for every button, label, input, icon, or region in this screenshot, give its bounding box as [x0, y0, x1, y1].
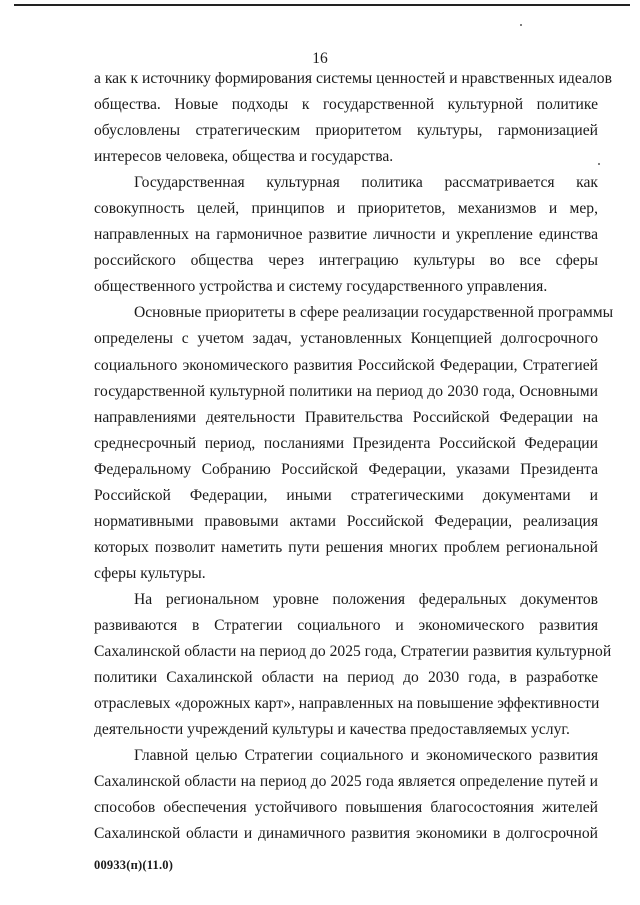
text-line: Федеральному Собранию Российской Федерации, указами Президента [94, 460, 598, 478]
text-line: деятельности учреждений культуры и качества предоставляемых услуг. [94, 721, 570, 739]
paragraph-2 [94, 170, 598, 300]
scan-speck [520, 24, 522, 26]
text-line: Сахалинской области и динамичного развития экономики в долгосрочной [94, 825, 598, 843]
text-line: сферы культуры. [94, 564, 206, 582]
document-footer-code: 00933(п)(11.0) [94, 858, 174, 872]
text-line: общества. Новые подходы к государственной культурной политике [94, 96, 598, 114]
text-line: а как к источнику формирования системы ценностей и нравственных идеалов [94, 70, 612, 87]
paragraph-5 [94, 743, 598, 847]
text-line: Главной целью Стратегии социального и экономического развития [134, 747, 598, 765]
text-line: отраслевых «дорожных карт», направленных на повышение эффективности [94, 695, 600, 713]
text-line: способов обеспечения устойчивого повышения благосостояния жителей [94, 799, 598, 817]
text-line: общественного устройства и систему государственного управления. [94, 278, 548, 296]
page-number: 16 [312, 50, 328, 67]
text-line: направленных на гармоничное развитие личности и укрепление единства [94, 226, 598, 244]
text-line: На региональном уровне положения федеральных документов [134, 590, 598, 608]
document-body [94, 66, 614, 847]
text-line: Сахалинской области на период до 2025 года является определение путей и [94, 773, 598, 791]
text-line: которых позволит наметить пути решения многих проблем региональной [94, 538, 598, 556]
paragraph-1 [94, 66, 612, 170]
text-line: Основные приоритеты в сфере реализации государственной программы [134, 304, 614, 322]
paragraph-4 [94, 587, 612, 743]
text-line: совокупность целей, принципов и приоритетов, механизмов и мер, [94, 200, 598, 218]
text-line: социального экономического развития Российской Федерации, Стратегией [94, 356, 598, 374]
text-line: государственной культурной политики на период до 2030 года, Основными [94, 382, 598, 400]
scan-edge-rule [14, 4, 630, 6]
text-line: Сахалинской области на период до 2025 года, Стратегии развития культурной [94, 643, 612, 661]
text-line: Государственная культурная политика рассматривается как [134, 174, 598, 192]
text-line: интересов человека, общества и государства. [94, 148, 394, 166]
text-line: Российской Федерации, иными стратегическими документами и [94, 486, 598, 504]
text-line: обусловлены стратегическим приоритетом культуры, гармонизацией [94, 122, 598, 140]
text-line: среднесрочный период, посланиями Президента Российской Федерации [94, 434, 598, 452]
text-line: российского общества через интеграцию культуры во все сферы [94, 252, 598, 270]
paragraph-3 [94, 300, 614, 587]
text-line: развиваются в Стратегии социального и экономического развития [94, 616, 598, 634]
text-line: определены с учетом задач, установленных Концепцией долгосрочного [94, 330, 598, 348]
text-line: нормативными правовыми актами Российской Федерации, реализация [94, 512, 598, 530]
text-line: политики Сахалинской области на период до 2030 года, в разработке [94, 669, 598, 687]
text-line: направлениями деятельности Правительства Российской Федерации на [94, 408, 598, 426]
scan-speck [598, 163, 600, 165]
